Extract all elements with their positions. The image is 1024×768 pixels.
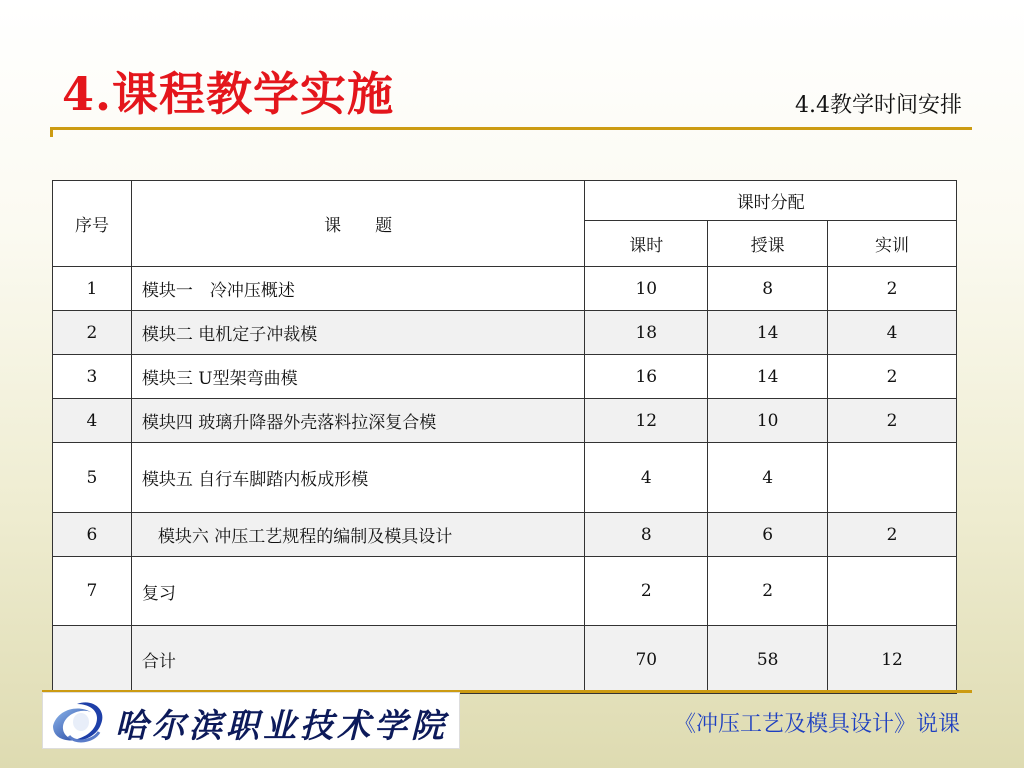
table-row (53, 557, 957, 626)
cell-practice: 12 (828, 626, 957, 694)
cell-topic: 模块四 玻璃升降器外壳落料拉深复合模 (131, 399, 584, 443)
cell-topic: 模块二 电机定子冲裁模 (131, 311, 584, 355)
table-row (53, 267, 957, 311)
cell-hours: 70 (585, 626, 708, 694)
cell-lecture: 58 (708, 626, 828, 694)
section-subtitle: 4.4教学时间安排 (795, 93, 962, 118)
cell-practice (828, 557, 957, 626)
header-hours: 课时 (585, 221, 708, 267)
header-divider (50, 127, 972, 130)
table-row (53, 513, 957, 557)
cell-lecture: 8 (708, 267, 828, 311)
college-logo (42, 692, 460, 749)
table-row (53, 355, 957, 399)
cell-topic: 合计 (131, 626, 584, 694)
cell-lecture: 14 (708, 355, 828, 399)
table-row (53, 399, 957, 443)
cell-hours: 18 (585, 311, 708, 355)
cell-practice: 2 (828, 513, 957, 557)
college-name: 哈尔滨职业技术学院 (115, 706, 448, 745)
table-row (53, 311, 957, 355)
cell-practice: 4 (828, 311, 957, 355)
header-divider-tick (50, 127, 53, 137)
page-title: 4.课程教学实施 (62, 67, 395, 121)
cell-hours: 8 (585, 513, 708, 557)
table-row-total (53, 626, 957, 694)
cell-index: 2 (53, 311, 132, 355)
cell-index: 7 (53, 557, 132, 626)
header-hours-group: 课时分配 (585, 181, 957, 221)
cell-practice: 2 (828, 399, 957, 443)
cell-index: 5 (53, 443, 132, 513)
teaching-schedule-table (52, 180, 957, 694)
cell-hours: 16 (585, 355, 708, 399)
header-topic: 课 题 (131, 181, 584, 267)
cell-practice (828, 443, 957, 513)
header-index: 序号 (53, 181, 132, 267)
cell-lecture: 2 (708, 557, 828, 626)
cell-index: 3 (53, 355, 132, 399)
cell-index: 6 (53, 513, 132, 557)
cell-lecture: 6 (708, 513, 828, 557)
cell-hours: 12 (585, 399, 708, 443)
cell-hours: 4 (585, 443, 708, 513)
cell-topic: 模块一 冷冲压概述 (131, 267, 584, 311)
cell-index: 4 (53, 399, 132, 443)
cell-hours: 10 (585, 267, 708, 311)
cell-practice: 2 (828, 355, 957, 399)
cell-topic: 复习 (131, 557, 584, 626)
cell-topic: 模块五 自行车脚踏内板成形模 (131, 443, 584, 513)
cell-topic: 模块六 冲压工艺规程的编制及模具设计 (131, 513, 584, 557)
cell-index (53, 626, 132, 694)
cell-lecture: 10 (708, 399, 828, 443)
cell-topic: 模块三 U型架弯曲模 (131, 355, 584, 399)
cell-lecture: 14 (708, 311, 828, 355)
course-footer: 《冲压工艺及模具设计》说课 (673, 712, 960, 737)
cell-index: 1 (53, 267, 132, 311)
cell-lecture: 4 (708, 443, 828, 513)
cell-hours: 2 (585, 557, 708, 626)
table-row (53, 443, 957, 513)
cell-practice: 2 (828, 267, 957, 311)
college-emblem-icon (47, 696, 109, 746)
header-practice: 实训 (828, 221, 957, 267)
header-lecture: 授课 (708, 221, 828, 267)
